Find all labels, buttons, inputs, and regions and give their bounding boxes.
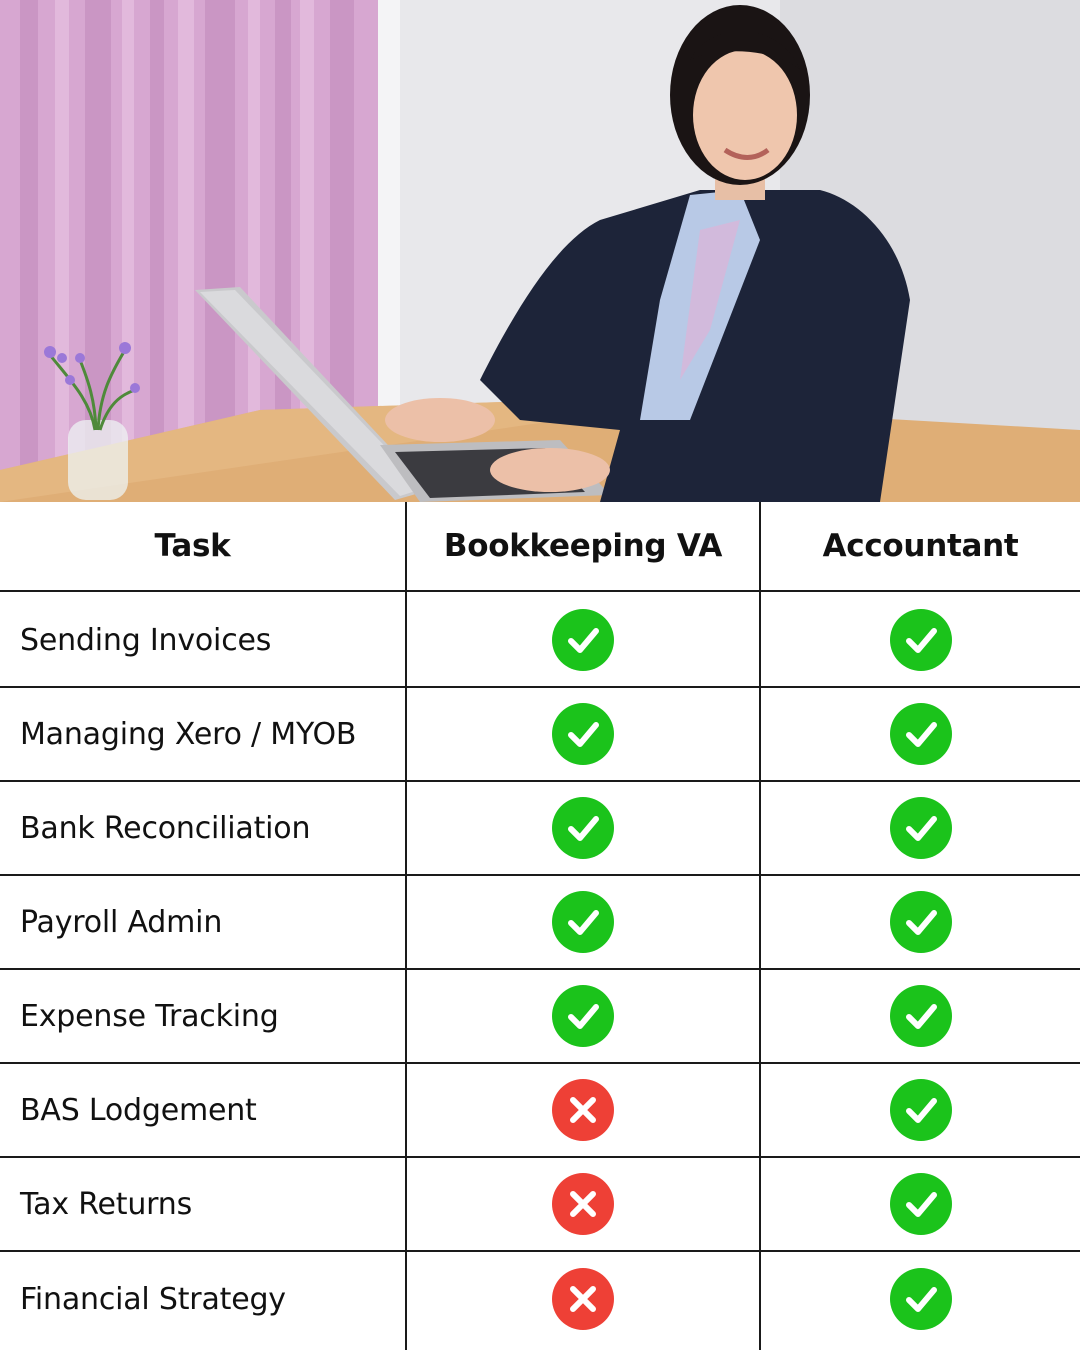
check-icon [890, 609, 952, 671]
table-header [0, 502, 1080, 592]
task-label: Payroll Admin [20, 904, 223, 940]
accountant-cell [761, 594, 1080, 686]
header-accountant: Accountant [822, 528, 1019, 564]
va-cell [407, 688, 759, 780]
accountant-cell [761, 876, 1080, 968]
task-label: Expense Tracking [20, 998, 279, 1034]
check-icon [890, 1268, 952, 1330]
table-row [0, 1064, 1080, 1158]
header-bookkeeping-va: Bookkeeping VA [443, 528, 723, 564]
check-icon [552, 609, 614, 671]
va-cell [407, 876, 759, 968]
va-cell [407, 970, 759, 1062]
photo-woman-at-laptop-icon [0, 0, 1080, 502]
accountant-cell [761, 1158, 1080, 1250]
accountant-cell [761, 688, 1080, 780]
table-row [0, 1252, 1080, 1346]
va-cell [407, 782, 759, 874]
check-icon [890, 1173, 952, 1235]
header-task: Task [154, 528, 231, 564]
task-label: BAS Lodgement [20, 1092, 257, 1128]
task-label: Financial Strategy [20, 1281, 286, 1317]
check-icon [552, 891, 614, 953]
check-icon [890, 1079, 952, 1141]
task-label: Managing Xero / MYOB [20, 716, 357, 752]
accountant-cell [761, 1064, 1080, 1156]
column-divider [405, 502, 407, 1350]
cross-icon [552, 1268, 614, 1330]
cross-icon [552, 1079, 614, 1141]
check-icon [890, 891, 952, 953]
accountant-cell [761, 1252, 1080, 1346]
check-icon [890, 703, 952, 765]
comparison-table [0, 502, 1080, 1350]
task-label: Sending Invoices [20, 622, 272, 658]
check-icon [890, 985, 952, 1047]
check-icon [552, 985, 614, 1047]
table-row [0, 1158, 1080, 1252]
column-divider [759, 502, 761, 1350]
va-cell [407, 1252, 759, 1346]
va-cell [407, 594, 759, 686]
table-row [0, 688, 1080, 782]
task-label: Tax Returns [20, 1186, 193, 1222]
table-row [0, 782, 1080, 876]
cross-icon [552, 1173, 614, 1235]
accountant-cell [761, 782, 1080, 874]
table-row [0, 594, 1080, 688]
va-cell [407, 1158, 759, 1250]
task-label: Bank Reconciliation [20, 810, 311, 846]
accountant-cell [761, 970, 1080, 1062]
check-icon [552, 797, 614, 859]
table-row [0, 876, 1080, 970]
hero-photo [0, 0, 1080, 502]
check-icon [890, 797, 952, 859]
va-cell [407, 1064, 759, 1156]
table-row [0, 970, 1080, 1064]
check-icon [552, 703, 614, 765]
